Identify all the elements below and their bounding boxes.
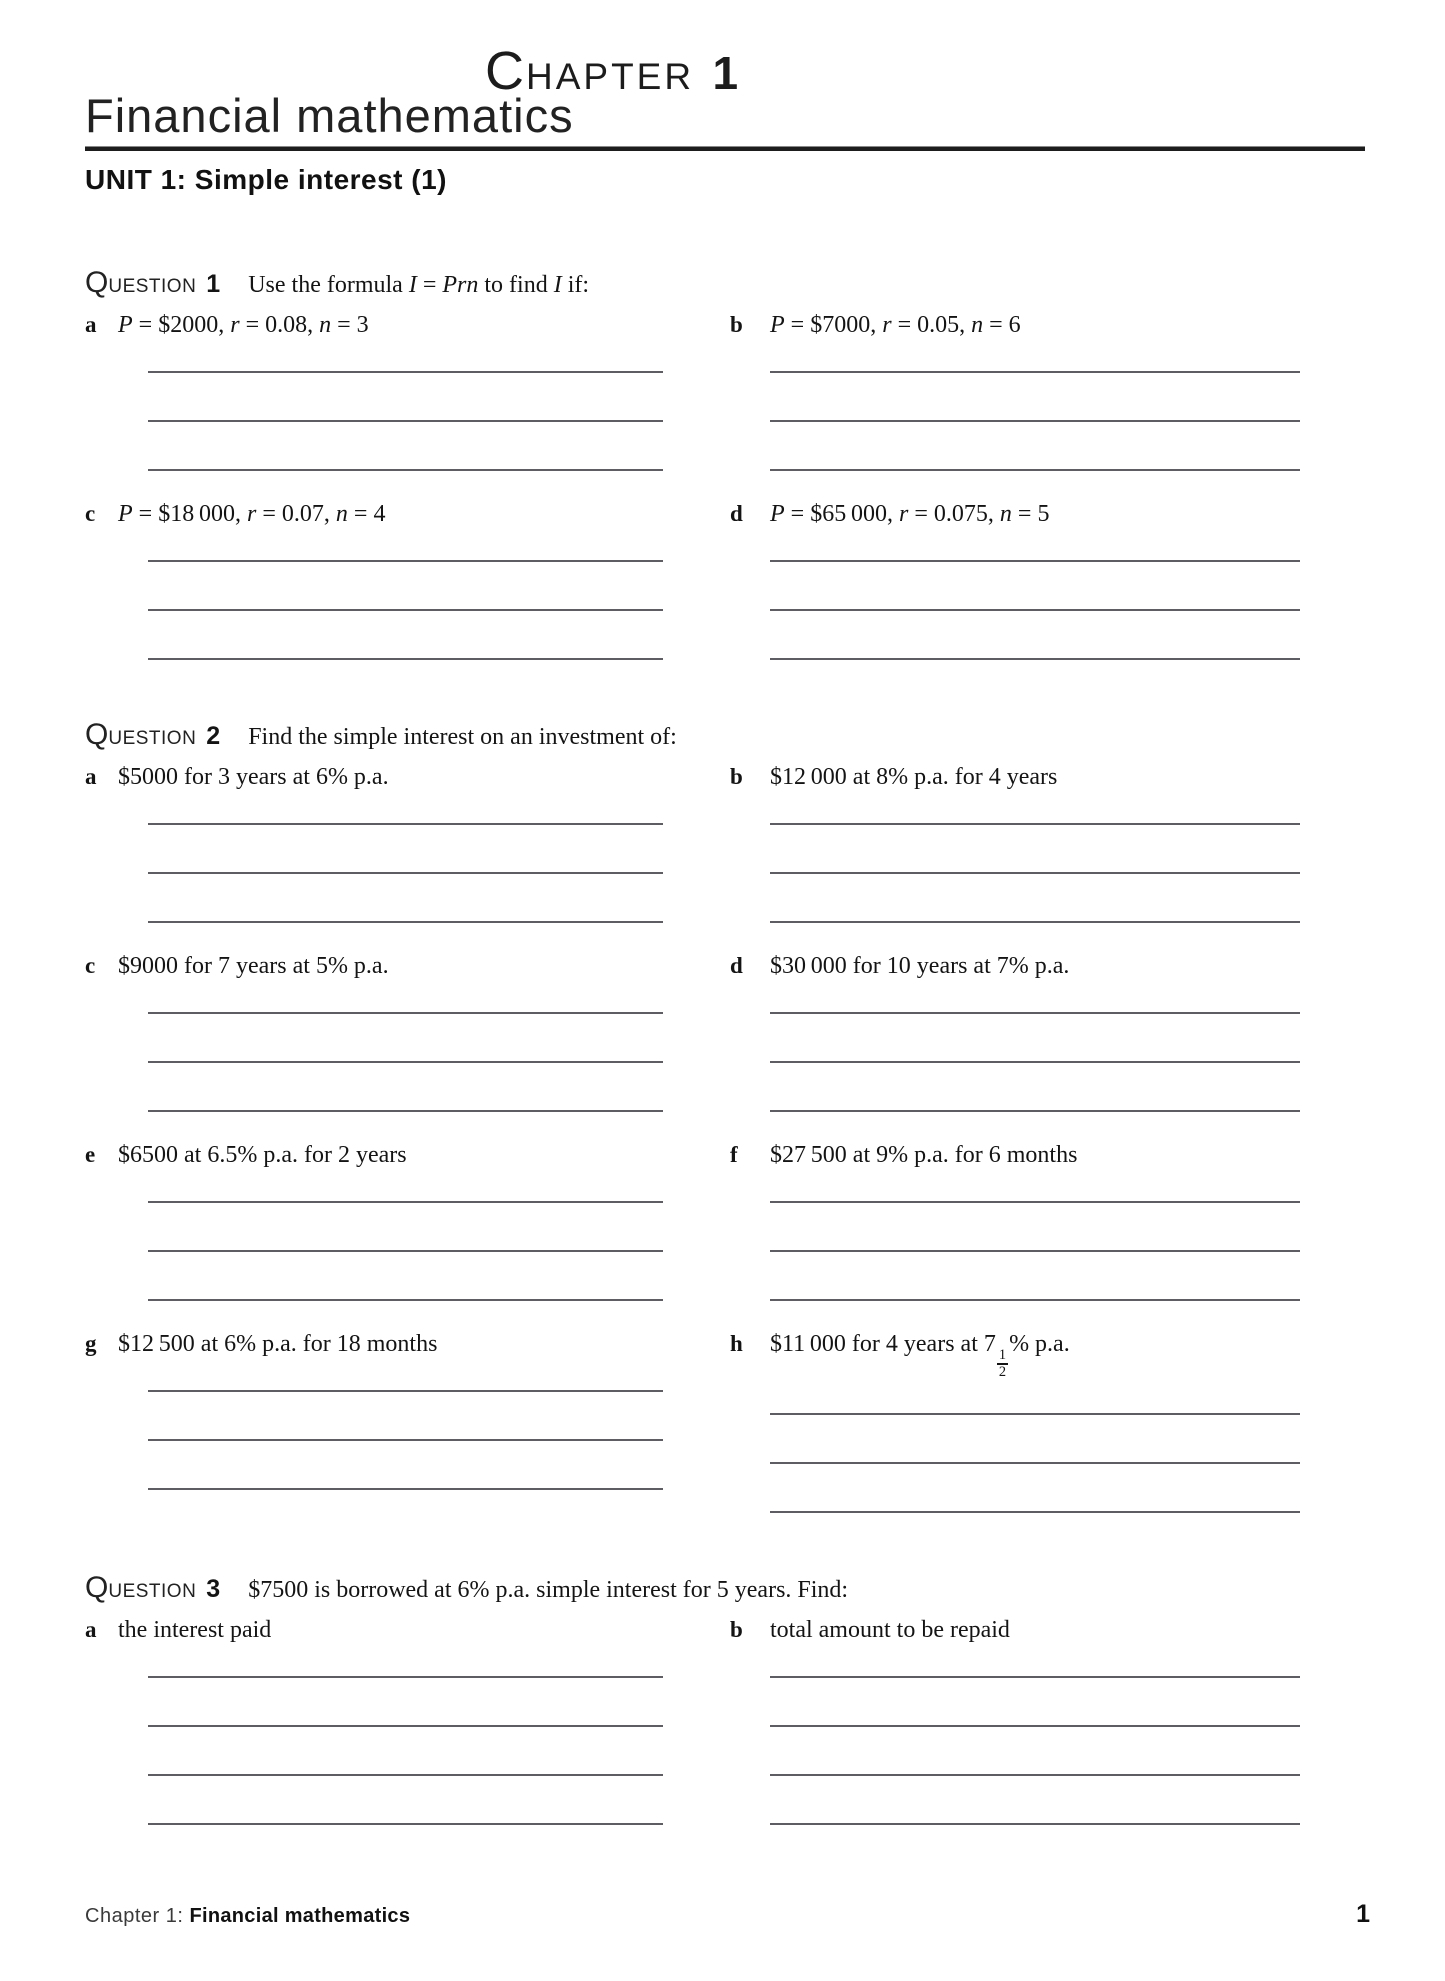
text-segment: if:	[561, 272, 590, 298]
question-heading	[85, 1571, 1365, 1605]
answer-lines	[148, 1358, 663, 1490]
questions-container	[85, 266, 1365, 1825]
item-label: g	[85, 1331, 97, 1356]
item-label: b	[730, 1617, 743, 1642]
answer-lines	[148, 339, 663, 471]
text-segment: = 0.07,	[256, 501, 336, 527]
item-text	[770, 312, 1021, 339]
item-head	[85, 953, 730, 980]
item-head	[85, 1331, 730, 1358]
math-variable: n	[971, 312, 984, 338]
item-head	[85, 764, 730, 791]
items-row	[85, 1617, 1365, 1825]
answer-line	[148, 562, 663, 611]
item-head	[730, 1617, 1365, 1644]
math-variable: r	[230, 312, 240, 338]
item	[730, 953, 1365, 1112]
unit-heading: UNIT 1: Simple interest (1)	[85, 164, 448, 195]
answer-lines	[148, 528, 663, 660]
answer-line	[770, 1727, 1300, 1776]
items-row	[85, 953, 1365, 1112]
math-variable: n	[999, 501, 1012, 527]
math-variable: r	[247, 501, 257, 527]
answer-line	[148, 1252, 663, 1301]
item	[730, 1331, 1365, 1513]
question-word-rest: UESTION	[108, 728, 197, 749]
math-variable: n	[319, 312, 332, 338]
footer	[85, 1900, 1370, 1929]
math-variable: P	[770, 312, 785, 338]
answer-lines	[770, 1644, 1300, 1825]
answer-line	[148, 1358, 663, 1392]
math-variable: r	[882, 312, 892, 338]
question	[85, 266, 1365, 660]
item-label: c	[85, 501, 96, 526]
item-head	[85, 1142, 730, 1169]
text-segment: = $65 000,	[784, 501, 900, 527]
item-text	[118, 1142, 407, 1169]
chapter-word-rest: HAPTER	[526, 56, 695, 97]
item-text	[118, 953, 389, 980]
text-segment: = 0.08,	[239, 312, 320, 338]
chapter-word-initial: C	[485, 41, 526, 101]
text-segment: $9000 for 7 years at 5% p.a.	[118, 953, 389, 979]
page-number: 1	[1356, 1900, 1370, 1928]
text-segment: $6500 at 6.5% p.a. for 2 years	[118, 1142, 407, 1168]
item-text	[770, 1617, 1010, 1644]
text-segment: $5000 for 3 years at 6% p.a.	[118, 764, 389, 790]
text-segment: Find the simple interest on an investment of:	[248, 724, 677, 750]
text-segment: $12 500 at 6% p.a. for 18 months	[118, 1331, 438, 1357]
answer-line	[148, 874, 663, 923]
item-head	[85, 501, 730, 528]
item-text	[770, 501, 1049, 528]
items-row	[85, 501, 1365, 660]
answer-lines	[770, 1169, 1300, 1301]
answer-line	[770, 611, 1300, 660]
question-prompt	[248, 724, 677, 750]
item-text	[770, 1142, 1077, 1169]
text-segment: = 0.05,	[891, 312, 972, 338]
item	[85, 1617, 730, 1825]
fraction-numerator: 1	[997, 1348, 1008, 1366]
text-segment: total amount to be repaid	[770, 1617, 1010, 1643]
text-segment: = $2000,	[132, 312, 231, 338]
question-word	[85, 266, 197, 299]
item	[85, 501, 730, 660]
text-segment: the interest paid	[118, 1617, 272, 1643]
item-head	[730, 764, 1365, 791]
footer-chapter-label	[85, 1905, 410, 1928]
text-segment: = 4	[347, 501, 386, 527]
answer-line	[770, 562, 1300, 611]
answer-line	[148, 339, 663, 373]
item-text	[118, 764, 389, 791]
answer-line	[148, 1441, 663, 1490]
answer-line	[770, 1644, 1300, 1678]
question-word	[85, 1571, 197, 1604]
question-heading	[85, 718, 1365, 752]
answer-lines	[148, 980, 663, 1112]
items-row	[85, 1142, 1365, 1301]
items-row	[85, 312, 1365, 471]
math-variable: I	[553, 272, 562, 298]
answer-line	[770, 874, 1300, 923]
chapter-number: 1	[712, 47, 739, 99]
question-prompt	[248, 1577, 848, 1603]
answer-line	[148, 1776, 663, 1825]
item	[85, 312, 730, 471]
item	[730, 501, 1365, 660]
answer-line	[148, 1169, 663, 1203]
answer-line	[148, 791, 663, 825]
answer-line	[148, 1063, 663, 1112]
item-text	[118, 1617, 271, 1644]
text-segment: = 6	[983, 312, 1021, 338]
answer-line	[770, 1169, 1300, 1203]
item	[730, 764, 1365, 923]
items-row	[85, 764, 1365, 923]
item-head	[85, 1617, 730, 1644]
item	[85, 953, 730, 1112]
item-label: f	[730, 1142, 738, 1167]
answer-line	[770, 1464, 1300, 1513]
footer-chapter-prefix: Chapter 1:	[85, 1905, 190, 1927]
answer-line	[770, 1776, 1300, 1825]
text-segment: $30 000 for 10 years at 7% p.a.	[770, 953, 1070, 979]
answer-line	[770, 1678, 1300, 1727]
answer-line	[770, 1381, 1300, 1415]
answer-line	[148, 980, 663, 1014]
text-segment: $12 000 at 8% p.a. for 4 years	[770, 764, 1058, 790]
answer-line	[148, 611, 663, 660]
text-segment: $27 500 at 9% p.a. for 6 months	[770, 1142, 1078, 1168]
text-segment: % p.a.	[1009, 1331, 1070, 1357]
answer-line	[770, 373, 1300, 422]
answer-line	[770, 1014, 1300, 1063]
item-label: a	[85, 764, 97, 789]
text-segment: = 3	[331, 312, 369, 338]
text-segment: Use the formula	[248, 272, 409, 298]
answer-line	[148, 1014, 663, 1063]
item-text	[118, 312, 369, 339]
item-label: e	[85, 1142, 96, 1167]
answer-line	[770, 825, 1300, 874]
text-segment: to find	[478, 272, 554, 298]
item-head	[730, 953, 1365, 980]
answer-lines	[770, 1381, 1300, 1513]
item-label: b	[730, 312, 743, 337]
math-variable: I	[408, 272, 417, 298]
item-label: c	[85, 953, 96, 978]
item-head	[730, 1331, 1365, 1381]
item-head	[85, 312, 730, 339]
item-label: h	[730, 1331, 743, 1356]
answer-line	[770, 791, 1300, 825]
text-segment: = 0.075,	[908, 501, 1000, 527]
item	[85, 764, 730, 923]
question-word-rest: UESTION	[108, 276, 197, 297]
item	[85, 1142, 730, 1301]
math-variable: P	[118, 312, 133, 338]
answer-lines	[770, 980, 1300, 1112]
answer-line	[148, 1727, 663, 1776]
text-segment: = $18 000,	[132, 501, 248, 527]
answer-line	[770, 1063, 1300, 1112]
item-label: a	[85, 312, 97, 337]
math-variable: r	[899, 501, 909, 527]
item-head	[730, 1142, 1365, 1169]
text-segment: $11 000 for 4 years at 7	[770, 1331, 996, 1357]
answer-line	[148, 1203, 663, 1252]
answer-line	[148, 528, 663, 562]
answer-line	[770, 422, 1300, 471]
item-text	[770, 1331, 1070, 1381]
text-segment: $7500 is borrowed at 6% p.a. simple interest for 5 years. Find:	[248, 1577, 849, 1603]
question-prompt	[248, 272, 589, 298]
stacked-fraction	[997, 1348, 1008, 1381]
answer-lines	[148, 1644, 663, 1825]
fraction-denominator: 2	[998, 1364, 1007, 1381]
text-segment: = $7000,	[784, 312, 883, 338]
item	[730, 1142, 1365, 1301]
answer-lines	[148, 1169, 663, 1301]
answer-line	[148, 1392, 663, 1441]
answer-line	[148, 1678, 663, 1727]
item-text	[118, 501, 385, 528]
math-variable: n	[335, 501, 348, 527]
question-word-initial: Q	[85, 1571, 109, 1604]
answer-line	[148, 373, 663, 422]
answer-lines	[770, 339, 1300, 471]
answer-line	[148, 825, 663, 874]
question-word-initial: Q	[85, 718, 109, 751]
question-number: 1	[206, 270, 221, 298]
answer-line	[148, 422, 663, 471]
item-label: d	[730, 953, 743, 978]
item	[730, 1617, 1365, 1825]
answer-line	[770, 1252, 1300, 1301]
question	[85, 718, 1365, 1513]
item-text	[770, 953, 1069, 980]
answer-line	[770, 1203, 1300, 1252]
item	[730, 312, 1365, 471]
item	[85, 1331, 730, 1513]
question-word	[85, 718, 197, 751]
item-label: d	[730, 501, 743, 526]
question-number: 2	[206, 722, 221, 750]
question-word-initial: Q	[85, 266, 109, 299]
answer-line	[770, 980, 1300, 1014]
math-variable: P	[770, 501, 785, 527]
item-label: a	[85, 1617, 97, 1642]
item-text	[770, 764, 1057, 791]
answer-line	[148, 1644, 663, 1678]
items-row	[85, 1331, 1365, 1513]
answer-lines	[770, 791, 1300, 923]
answer-line	[770, 528, 1300, 562]
page-title: Financial mathematics	[85, 89, 574, 142]
text-segment: =	[416, 272, 443, 298]
question	[85, 1571, 1365, 1825]
math-variable: Prn	[442, 272, 479, 298]
answer-line	[770, 1415, 1300, 1464]
answer-lines	[770, 528, 1300, 660]
item-head	[730, 312, 1365, 339]
item-label: b	[730, 764, 743, 789]
question-number: 3	[206, 1575, 221, 1603]
math-variable: P	[118, 501, 133, 527]
item-head	[730, 501, 1365, 528]
question-heading	[85, 266, 1365, 300]
header-rule	[85, 146, 1365, 151]
text-segment: = 5	[1011, 501, 1050, 527]
question-word-rest: UESTION	[108, 1581, 197, 1602]
answer-lines	[148, 791, 663, 923]
answer-line	[770, 339, 1300, 373]
item-text	[118, 1331, 437, 1358]
footer-chapter-title: Financial mathematics	[189, 1905, 411, 1927]
